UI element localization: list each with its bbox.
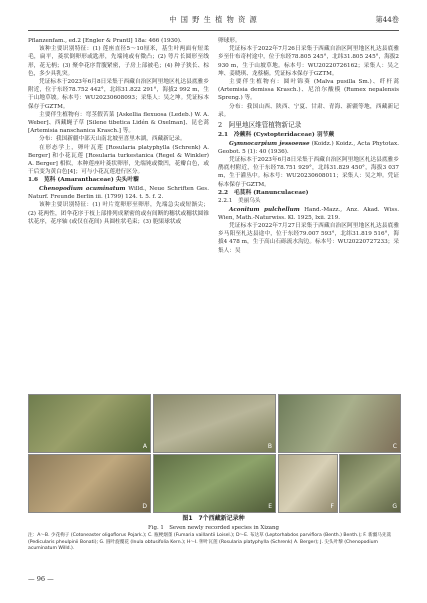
left-para-after: 该种主要识别特征：(1) 叶片宽卵形至卵形，先端急尖或短渐尖；(2) 花两性，团伞花序于枝上部排列成紧密的或有间断的穗状或穗状圆锥状花序，花序轴 (或仅在花间) 具圆柱状毛束；(3) 胞果球状或	[28, 202, 209, 225]
section-heading-2: 2 阿里地区维管植物新记录	[218, 121, 302, 130]
page-number: — 96 —	[28, 575, 54, 583]
species-name: Aconitum pulchellum	[229, 206, 300, 213]
left-column	[28, 37, 209, 226]
photo-g: G	[339, 454, 401, 513]
left-para-3: 主要伴生植物有：弯茎假苦菜 [Askellia flexuosa (Ledeb.) W. A. Weber]、西藏蝇子草 [Silene tibetica Lidén & Oxelman]、昆仑蒿 [Artemisia nanschanica Krasch.] 等。	[28, 111, 209, 135]
species-citation: Willd., Neue Schriften Ges. Naturf. Freunde Berlin iii. (1799) 124. t. 5. f. 2.	[28, 186, 209, 201]
right-para-3: 分布：我国山西、陕西、宁夏、甘肃、青海、新疆等地，西藏新记录。	[218, 103, 399, 118]
volume-label: 第44卷	[375, 15, 399, 24]
section-heading-cystopteridaceae: 2.1 冷蕨科 (Cystopteridaceae) 羽节蕨	[218, 132, 335, 139]
figure-caption-en: Fig. 1 Seven newly recorded species in Xizang	[148, 525, 279, 531]
header-rule	[28, 30, 399, 31]
left-para-1: 该种主要识别特征：(1) 莲座直径5～10厘米，基生叶两面有短柔毛，扁平，菱状倒卵形或匙形，先端钝或有微凸；(2) 萼片长圆形至线形，花无柄；(3) 聚伞花序背腹紧密，子房上部被毛；(4) 种子狭长、棕色，多少具乳突。	[28, 46, 209, 77]
left-para-5: 在形态学上，卵叶瓦莲 [Rosularia platyphylla (Schrenk) A. Berger] 和小花瓦莲 [Rosularia turkestanica (Regel & Winkler) A. Berger] 相似，本种莲座叶菱状卵形，先端钝或微凹，花瓣白色，或干后变为黄白色[4]；可与小花瓦莲进行区分。	[28, 144, 209, 176]
photo-c: C	[278, 394, 401, 453]
species-citation: Hand.-Mazz., Anz. Akad. Wiss. Wien, Math.-Naturwiss. Kl. 1925, lxii. 219.	[218, 206, 400, 221]
photo-d: D	[28, 454, 151, 513]
left-para-4: 分布：我国新疆中部天山南北坡至喜里木湖，西藏新记录。	[39, 136, 186, 143]
left-para-2: 凭证标本于2023年6月8日采集于西藏自治区阿里地区札达县底雅乡附近，位于东经78.752 442°，北纬31.822 291°，海拔2 992 m，生于山地草坡。标本号：WU20230608093；采集人：吴之坤。凭证标本保存于GZTM。	[28, 79, 209, 110]
right-para-after: 凭证标本于2022年7月27日采集于西藏自治区阿里地区札达县底雅乡马阳至札达县途中，位于东经79.007 593°，北纬31.819 516°，海拔4 478 m，生于高山石砾流水沟边。标本号：WU20220727233；采集人：吴	[218, 223, 399, 254]
right-para-0: 卵球形。	[218, 38, 241, 44]
species-entry-gymnocarpium	[218, 140, 399, 156]
species-citation: (Koidz.) Koidz., Acta Phytotax. Geobot. 5 (1): 40 (1936).	[218, 140, 400, 155]
section-heading-ranunculaceae: 2.2 毛茛科 (Ranunculaceae)	[218, 189, 309, 196]
running-header	[28, 15, 399, 29]
left-para-0: Pflanzenfam., ed.2 [Engler & Prantl] 18a: 466 (1930).	[28, 38, 182, 44]
right-para-2: 主要伴生植物有：圆叶锦葵 (Malva pusilla Sm.)、纤杆蒿 (Artemisia demissa Krasch.)、尼泊尔酸模 (Rumex nepalensis Spreng.) 等。	[218, 79, 399, 102]
right-column	[218, 37, 399, 255]
photo-b: B	[153, 394, 276, 453]
species-name: Gymnocarpium jessoense	[229, 140, 310, 147]
figure-caption-note: 注：A～B. 少花栒子 (Cotoneaster oligoflorus Pojark.); C. 瓶梗烟堇 (Fumaria vaillantii Loisel.); D～E. 布达草 (Leptorhabdos parviflora (Benth.) Benth.); F. 新疆马先蒿 (Pedicularis pheulpinii Bonati); G. 圆叶旋覆花 (Inula obtusifolia Kern.); H～I. 卵叶瓦莲 (Rosularia platyphylla (Schrenk) A. Berger); J. 尖头叶藜 (Chenopodium acuminatum Willd.).	[28, 533, 392, 551]
species-entry-aconitum	[218, 206, 399, 222]
photo-a: A	[28, 394, 151, 453]
subsection-heading-aconitum: 2.2.1 美丽乌头	[218, 198, 261, 205]
figure-caption-cn: 图1 7个西藏新记录种	[182, 515, 245, 522]
section-heading-amaranthaceae: 1.6 苋科 (Amaranthaceae) 尖头叶藜	[28, 177, 139, 184]
right-para-mid: 凭证标本于2023年6月8日采集于西藏自治区阿里地区札达县底雅乡鹊底村附近，位于东经78.751 929°，北纬31.829 450°，海拔3 037 m，生于灌丛中。标本号：WU20230608011；采集人：吴之坤。凭证标本保存于GZTM。	[218, 157, 399, 188]
right-para-1: 凭证标本于2022年7月26日采集于西藏自治区阿里地区札达县底雅乡至什布奇村途中，位于东经78.805 245°，北纬31.805 245°，海拔2 930 m，生于山坡草地。标本号：WU20220726162；采集人：吴之坤、姜晓琪、龙蔡楠。凭证标本保存于GZTM。	[218, 46, 399, 77]
species-name: Chenopodium acuminatum	[39, 186, 126, 193]
journal-title: 中 国 野 生 植 物 资 源	[169, 15, 258, 24]
photo-e: E	[153, 454, 276, 513]
photo-f: F	[278, 454, 338, 513]
species-entry-chenopodium	[28, 185, 209, 201]
figure-photo-grid	[28, 394, 399, 511]
